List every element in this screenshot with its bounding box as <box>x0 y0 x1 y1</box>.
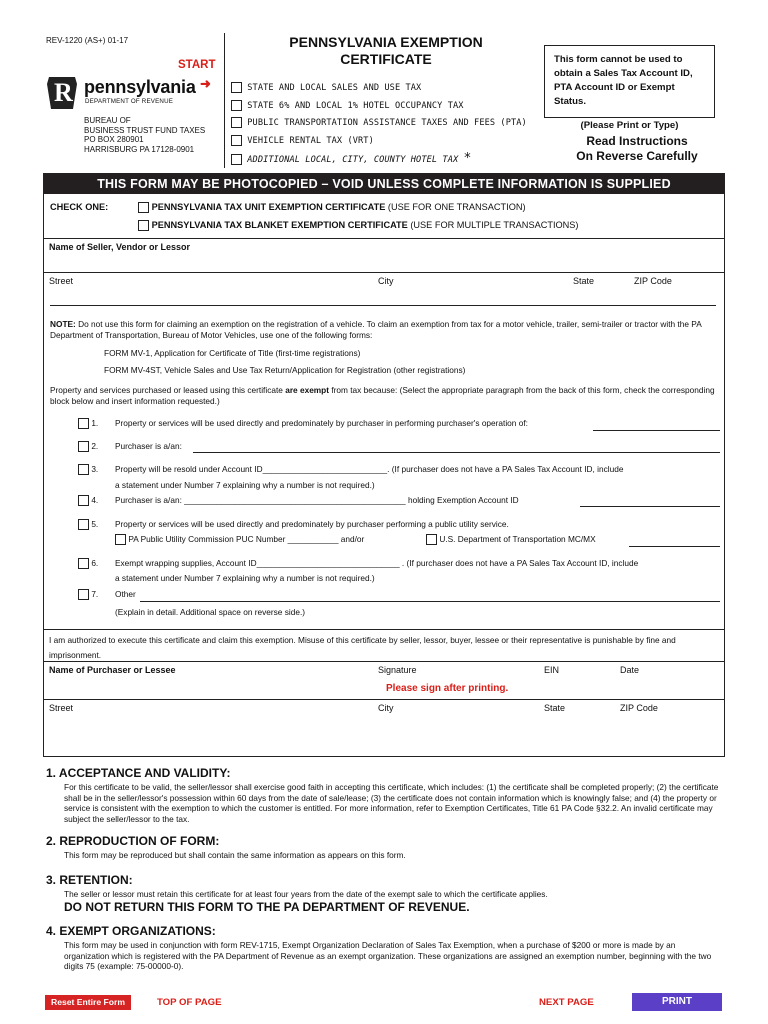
item-number: 2. <box>91 441 99 451</box>
form-mv4st: FORM MV-4ST, Vehicle Sales and Use Tax Return/Application for Registration (other registrations) <box>104 365 466 375</box>
instruction-body: This form may be used in conjunction with form REV-1715, Exempt Organization Declaration of Sales Tax Exemption, when a purchase of $200 or more is made by an organization which is registered with the PA Department of Revenue as an exempt organization. These organizations are assigned an exemption number, beginning with the two digits 75 (example: 75-00000-0). <box>64 940 712 971</box>
checkbox[interactable] <box>231 135 242 146</box>
exempt-item-3[interactable] <box>78 464 98 475</box>
address-line: HARRISBURG PA 17128-0901 <box>84 144 195 154</box>
dot-label: U.S. Department of Transportation MC/MX <box>439 534 596 544</box>
form-mv1: FORM MV-1, Application for Certificate of Title (first-time registrations) <box>104 348 361 358</box>
asterisk: * <box>463 151 472 166</box>
checkbox[interactable] <box>78 441 89 452</box>
reset-form-button[interactable]: Reset Entire Form <box>45 995 131 1010</box>
logo-dept: DEPARTMENT OF REVENUE <box>85 98 174 105</box>
seller-name-label: Name of Seller, Vendor or Lessor <box>49 242 191 252</box>
checkbox[interactable] <box>78 418 89 429</box>
page-title <box>226 34 546 68</box>
address-line: BUSINESS TRUST FUND TAXES <box>84 125 206 135</box>
item-number: 7. <box>91 589 99 599</box>
note-text: Do not use this form for claiming an exemption on the registration of a vehicle. To claim an exemption from tax for a motor vehicle, trailer, semi-trailer or tractor with the PA Department of Transportation, Bureau of Motor Vehicles, use one of the following forms: <box>50 319 702 340</box>
logo-letter: R <box>54 78 73 107</box>
title-line: CERTIFICATE <box>340 51 432 67</box>
checkbox[interactable] <box>78 519 89 530</box>
read-instructions-line: Read Instructions <box>586 134 688 148</box>
purchaser-zip-label: ZIP Code <box>620 703 658 713</box>
instruction-heading: 2. REPRODUCTION OF FORM: <box>46 834 220 848</box>
start-label: START <box>178 59 216 71</box>
notice-box <box>544 45 715 118</box>
seller-city-label: City <box>378 276 394 286</box>
tax-option-sales-use[interactable] <box>231 80 527 98</box>
intro-bold: are exempt <box>285 385 330 395</box>
option-bold: PENNSYLVANIA TAX BLANKET EXEMPTION CERTIFICATE <box>151 220 408 230</box>
vehicle-note <box>50 319 718 340</box>
item-4-text: Purchaser is a/an: ________________________________________________ holding Exemption Account ID <box>115 495 519 505</box>
checkbox[interactable] <box>426 534 437 545</box>
instruction-heading: 4. EXEMPT ORGANIZATIONS: <box>46 924 216 938</box>
note-label: NOTE: <box>50 319 76 329</box>
instruction-heading: 1. ACCEPTANCE AND VALIDITY: <box>46 766 231 780</box>
sign-after-printing-note: Please sign after printing. <box>386 683 509 694</box>
ein-label: EIN <box>544 665 560 675</box>
item-3-text: Property will be resold under Account ID___________________________. (If purchaser does not have a PA Sales Tax Account ID, include <box>115 464 624 474</box>
exempt-item-6[interactable] <box>78 558 98 569</box>
option-bold: PENNSYLVANIA TAX UNIT EXEMPTION CERTIFICATE <box>151 202 386 212</box>
next-page-link[interactable]: NEXT PAGE <box>539 997 594 1008</box>
read-instructions <box>544 134 730 164</box>
item-5-text: Property or services will be used directly and predominately by purchaser performing a public utility service. <box>115 519 509 529</box>
bureau-address <box>84 116 205 154</box>
address-line: PO BOX 280901 <box>84 135 144 144</box>
logo-name: pennsylvania <box>84 77 196 97</box>
checkbox[interactable] <box>78 464 89 475</box>
item-7-explain: (Explain in detail. Additional space on reverse side.) <box>115 607 306 617</box>
item-7-text: Other <box>115 589 136 599</box>
tax-type-options <box>231 80 527 170</box>
do-not-return-notice: DO NOT RETURN THIS FORM TO THE PA DEPARTMENT OF REVENUE. <box>64 900 470 914</box>
form-id: REV-1220 (AS+) 01-17 <box>46 36 129 45</box>
intro-text: Property and services purchased or leased using this certificate <box>50 385 286 395</box>
check-one-blanket[interactable] <box>138 220 578 231</box>
item-5-dot[interactable] <box>426 534 596 545</box>
tax-option-label: STATE AND LOCAL SALES AND USE TAX <box>247 83 422 93</box>
notice-text: This form cannot be used to obtain a Sales Tax Account ID, PTA Account ID or Exempt Status. <box>554 54 693 107</box>
tax-option-label: ADDITIONAL LOCAL, CITY, COUNTY HOTEL TAX <box>247 155 459 165</box>
title-line: PENNSYLVANIA EXEMPTION <box>289 34 483 50</box>
checkbox[interactable] <box>231 154 242 165</box>
checkbox[interactable] <box>78 558 89 569</box>
item-number: 5. <box>91 519 99 529</box>
item-2-text: Purchaser is a/an: <box>115 441 182 451</box>
tax-option-pta[interactable] <box>231 115 527 133</box>
exempt-item-4[interactable] <box>78 495 98 506</box>
checkbox[interactable] <box>115 534 126 545</box>
exempt-item-7[interactable] <box>78 589 98 600</box>
address-line: BUREAU OF <box>84 116 131 125</box>
purchaser-state-label: State <box>544 703 566 713</box>
tax-option-label: STATE 6% AND LOCAL 1% HOTEL OCCUPANCY TAX <box>247 100 464 111</box>
tax-option-local-hotel[interactable] <box>231 150 527 170</box>
exempt-item-1[interactable] <box>78 418 98 429</box>
item-number: 3. <box>91 464 99 474</box>
print-button[interactable]: PRINT <box>632 993 722 1011</box>
exempt-item-2[interactable] <box>78 441 98 452</box>
pa-keystone-logo <box>46 76 78 110</box>
checkbox[interactable] <box>231 82 242 93</box>
item-1-text: Property or services will be used directly and predominately by purchaser in performing purchaser's operation of: <box>115 418 528 428</box>
checkbox[interactable] <box>138 202 149 213</box>
checkbox[interactable] <box>78 495 89 506</box>
purchaser-street-label: Street <box>49 703 74 713</box>
checkbox[interactable] <box>231 117 242 128</box>
print-type-note: (Please Print or Type) <box>580 120 679 131</box>
signature-label: Signature <box>378 665 417 675</box>
item-number: 1. <box>91 418 99 428</box>
instruction-body: The seller or lessor must retain this certificate for at least four years from the date of the exempt sale to which the certificate applies. <box>64 888 548 899</box>
checkbox[interactable] <box>78 589 89 600</box>
instruction-heading: 3. RETENTION: <box>46 872 133 887</box>
item-6-text-b: a statement under Number 7 explaining why a number is not required.) <box>115 573 375 583</box>
tax-option-vrt[interactable] <box>231 133 527 151</box>
tax-option-label: VEHICLE RENTAL TAX (VRT) <box>247 135 374 146</box>
start-arrow-icon: ➜ <box>200 76 211 91</box>
purchaser-city-label: City <box>378 703 394 713</box>
authorization-statement: I am authorized to execute this certificate and claim this exemption. Misuse of this certificate by seller, lessor, buyer, lessee or their representative is punishable by fine and imprisonment. <box>49 635 676 660</box>
instructions-section <box>46 766 722 972</box>
seller-street-label: Street <box>49 276 74 286</box>
date-label: Date <box>620 665 640 675</box>
item-6-text: Exempt wrapping supplies, Account ID_______________________________ . (If purchaser does not have a PA Sales Tax Account ID, include <box>115 558 639 568</box>
top-of-page-link[interactable]: TOP OF PAGE <box>157 997 222 1008</box>
check-one-unit[interactable] <box>138 202 526 213</box>
puc-label: PA Public Utility Commission PUC Number ___________ and/or <box>128 534 365 544</box>
seller-zip-label: ZIP Code <box>634 276 672 286</box>
instruction-body: This form may be reproduced but shall contain the same information as appears on this form. <box>64 850 406 860</box>
checkbox[interactable] <box>231 100 242 111</box>
item-number: 6. <box>91 558 99 568</box>
item-number: 4. <box>91 495 99 505</box>
intro-text: from tax because: (Select the appropriate paragraph from the back of this form, check the corresponding block below and insert information requested.) <box>50 385 715 406</box>
exempt-item-5[interactable] <box>78 519 98 530</box>
item-3-text-b: a statement under Number 7 explaining why a number is not required.) <box>115 480 375 490</box>
photocopy-banner: THIS FORM MAY BE PHOTOCOPIED – VOID UNLESS COMPLETE INFORMATION IS SUPPLIED <box>44 174 724 194</box>
exempt-reason-intro <box>50 385 718 406</box>
tax-option-hotel[interactable] <box>231 98 527 116</box>
instruction-body: For this certificate to be valid, the seller/lessor shall exercise good faith in accepting this certificate, which includes: (1) the certificate shall be completed properly; (2) the certificate shall be in the seller/lessor's possession within 60 days from the date of sale/lease; (3) the certificate does not contain information which is knowingly false; and (4) the property or service is consistent with the exemption to which the customer is entitled. For more information, refer to Exemption Certificates, Title 61 PA Code §32.2. An invalid certificate may subject the seller/lessor to the tax. <box>64 782 719 824</box>
read-instructions-line: On Reverse Carefully <box>576 149 698 163</box>
seller-state-label: State <box>573 276 595 286</box>
tax-option-label: PUBLIC TRANSPORTATION ASSISTANCE TAXES AND FEES (PTA) <box>247 118 527 128</box>
option-normal: (USE FOR MULTIPLE TRANSACTIONS) <box>407 220 579 230</box>
purchaser-name-label: Name of Purchaser or Lessee <box>49 665 176 675</box>
option-normal: (USE FOR ONE TRANSACTION) <box>385 202 526 212</box>
check-one-label: CHECK ONE: <box>50 202 109 212</box>
item-5-puc[interactable] <box>115 534 364 545</box>
checkbox[interactable] <box>138 220 149 231</box>
